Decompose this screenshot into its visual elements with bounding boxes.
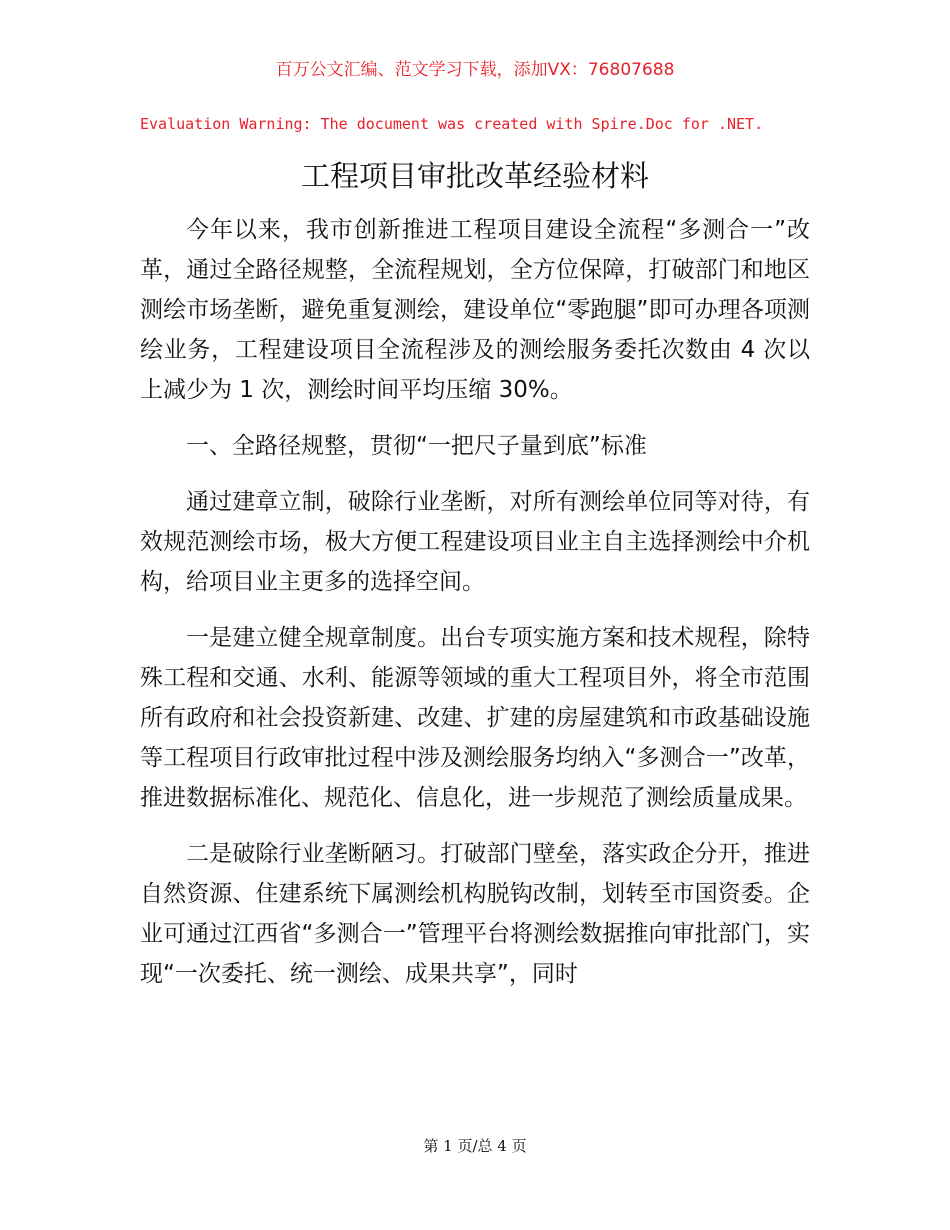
paragraph-intro: 今年以来，我市创新推进工程项目建设全流程“多测合一”改革，通过全路径规整，全流程规划，全方位保障，打破部门和地区测绘市场垄断，避免重复测绘，建设单位“零跑腿”即可办理各项测绘业务，工程建设项目全流程涉及的测绘服务委托次数由 4 次以上减少为 1 次，测绘时间平均压缩 30%。: [140, 217, 810, 403]
paragraph-section-1: 通过建章立制，破除行业垄断，对所有测绘单位同等对待，有效规范测绘市场，极大方便工程建设项目业主自主选择测绘中介机构，给项目业主更多的选择空间。: [140, 489, 810, 595]
promo-banner: 百万公文汇编、范文学习下载，添加VX：76807688: [275, 60, 675, 80]
page-indicator: 第 1 页/总 4 页: [423, 1137, 527, 1155]
section-heading-1: 一、全路径规整，贯彻“一把尺子量到底”标准: [186, 433, 647, 459]
paragraph-point-1: 一是建立健全规章制度。出台专项实施方案和技术规程，除特殊工程和交通、水利、能源等领域的重大工程项目外，将全市范围所有政府和社会投资新建、改建、扩建的房屋建筑和市政基础设施等工程项目行政审批过程中涉及测绘服务均纳入“多测合一”改革，推进数据标准化、规范化、信息化，进一步规范了测绘质量成果。: [140, 625, 810, 811]
paragraph-point-2: 二是破除行业垄断陋习。打破部门壁垒，落实政企分开，推进自然资源、住建系统下属测绘机构脱钩改制，划转至市国资委。企业可通过江西省“多测合一”管理平台将测绘数据推向审批部门，实现“一次委托、统一测绘、成果共享”，同时: [140, 841, 810, 987]
document-title: 工程项目审批改革经验材料: [300, 159, 649, 193]
document-body: [140, 210, 810, 1010]
evaluation-warning: Evaluation Warning: The document was created with Spire.Doc for .NET.: [140, 115, 764, 133]
